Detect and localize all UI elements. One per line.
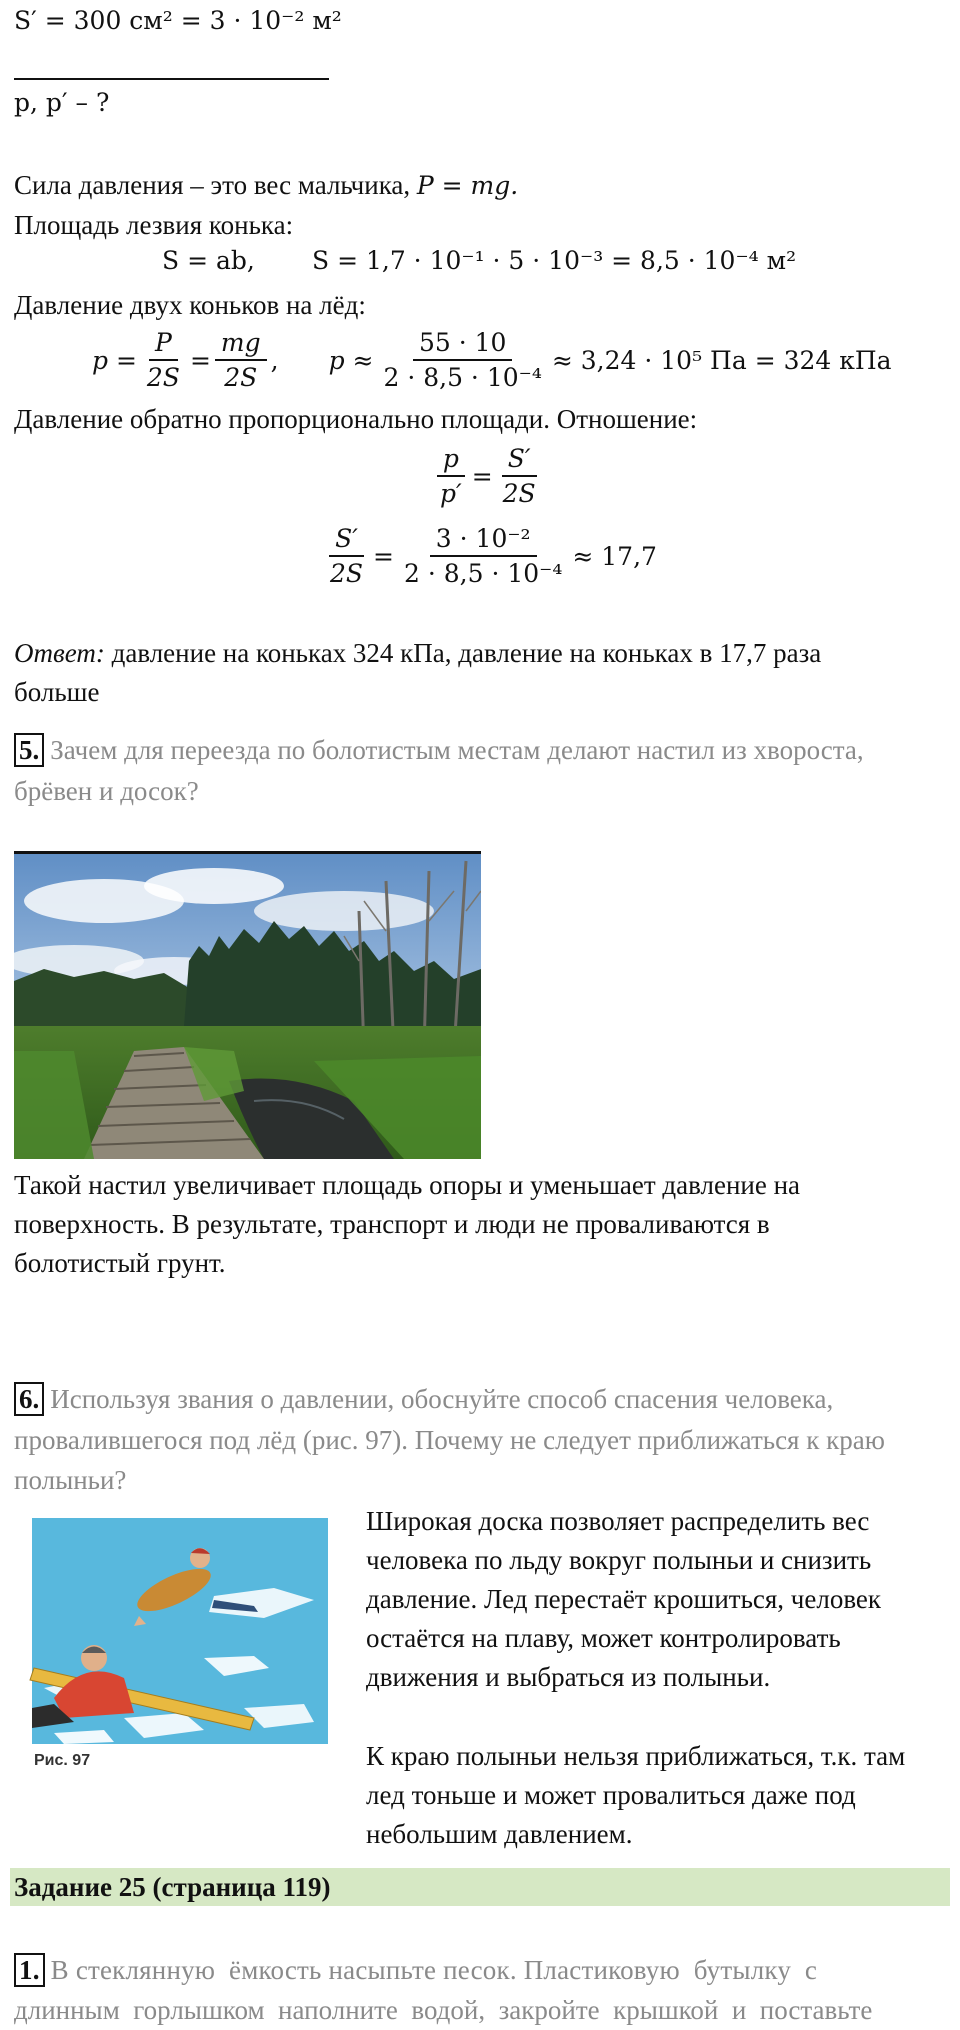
ratio2-fraction-1: $\frac{S'}{2S}$ — [330, 524, 364, 588]
task6-answer-line-4: остаётся на плаву, может контролировать — [366, 1623, 841, 1653]
answer-text-1: давление на коньках 324 кПа, давление на коньках в 17,7 раза — [111, 638, 822, 668]
task1-line-1 — [14, 1951, 817, 1990]
answer-line-1 — [14, 634, 821, 673]
task5-answer-line-3: болотистый грунт. — [14, 1248, 226, 1278]
task6-answer-line-5: движения и выбраться из полыньи. — [366, 1662, 771, 1692]
task6-answer-line-3: давление. Лед перестаёт крошиться, человек — [366, 1584, 882, 1614]
solution-line-ratio: Давление обратно пропорционально площади. Отношение: — [14, 404, 698, 434]
answer-label: Ответ: — [14, 638, 105, 668]
ratio-fraction-2: $\frac{S'}{2S}$ — [502, 444, 536, 508]
pressure-approx: p ≈ — [328, 345, 374, 375]
ice-rescue-figure — [14, 1508, 349, 1780]
area-formula-right: S = 1,7 · 10⁻¹ · 5 · 10⁻³ = 8,5 · 10⁻⁴ м² — [312, 246, 797, 275]
task6-answer-line-2: человека по льду вокруг полыньи и снизить — [366, 1545, 872, 1575]
ratio2-fraction-2: $\frac{\text{3 · 10⁻²}}{\text{2 · 8,5 · 10⁻⁴}}$ — [404, 524, 563, 588]
task1-line-2: длинным горлышком наполните водой, закройте крышкой и поставьте — [14, 1995, 873, 2025]
task5-question-1: Зачем для переезда по болотистым местам делают настил из хвороста, — [50, 735, 864, 765]
task6-question-line-3: полыньи? — [14, 1465, 127, 1495]
pressure-lhs: p = — [92, 345, 137, 375]
given-divider — [14, 78, 329, 80]
ratio-fraction-1: $\frac{p}{p'}$ — [434, 444, 468, 508]
section-title: Задание 25 (страница 119) — [14, 1872, 331, 1902]
task5-question-line-2: брёвен и досок? — [14, 776, 199, 806]
figure-caption: Рис. 97 — [34, 1752, 91, 1769]
task6-answer-line-6: К краю полыньи нельзя приближаться, т.к. там — [366, 1741, 906, 1771]
pressure-result: ≈ 3,24 · 10⁵ Па = 324 кПа — [551, 345, 892, 375]
task6-answer-line-1: Широкая доска позволяет распределить вес — [366, 1506, 870, 1536]
pressure-fraction-1: $\frac{P}{2S}$ — [146, 328, 180, 392]
section-banner — [10, 1868, 950, 1906]
task5-answer-line-1: Такой настил увеличивает площадь опоры и уменьшает давление на — [14, 1170, 801, 1200]
pressure-fraction-3: $\frac{55 \cdot 10}{\text{2 · 8,5 · 10⁻⁴}}$ — [383, 328, 542, 392]
ratio-formula-1: $\frac{p}{p'}$ = $\frac{S'}{2S}$ — [430, 438, 546, 514]
solution-line-pressure: Давление двух коньков на лёд: — [14, 290, 366, 320]
task6-question-line-1 — [14, 1380, 833, 1419]
pressure-formula: p = $\frac{P}{2S}$ = $\frac{mg}{2S}$ , p ≈ $\frac{55 \cdot 10}{\text{2 · 8,5 · 10⁻⁴}}$ ≈ 3,24 · 10⁵ Па = 324 кПа — [92, 328, 892, 392]
force-text: Сила давления – это вес мальчика, — [14, 170, 411, 200]
area-formula-left: S = ab, — [162, 246, 255, 275]
task5-answer-line-2: поверхность. В результате, транспорт и люди не проваливаются в — [14, 1209, 770, 1239]
answer-line-2: больше — [14, 677, 100, 707]
task5-number: 5. — [14, 733, 44, 767]
task6-question-1: Используя звания о давлении, обоснуйте способ спасения человека, — [50, 1384, 834, 1414]
given-area-prime: S′ = 300 см² = 3 · 10⁻² м² — [14, 6, 342, 35]
ratio2-result: ≈ 17,7 — [572, 541, 657, 571]
task1-number: 1. — [14, 1953, 45, 1987]
solution-line-area: Площадь лезвия конька: — [14, 210, 294, 240]
pressure-fraction-2: $\frac{mg}{2S}$ — [215, 328, 267, 392]
force-formula: P = mg. — [416, 171, 519, 200]
solution-line-force — [14, 166, 518, 205]
task6-answer-line-8: небольшим давлением. — [366, 1819, 633, 1849]
task1-text-1: В стеклянную ёмкость насыпьте песок. Пластиковую бутылку с — [50, 1955, 818, 1985]
task6-answer-line-7: лед тоньше и может провалиться даже под — [366, 1780, 856, 1810]
task5-question-line-1 — [14, 731, 864, 770]
task6-question-line-2: провалившегося под лёд (рис. 97). Почему не следует приближаться к краю — [14, 1425, 885, 1455]
swamp-boardwalk-image — [14, 851, 481, 1159]
task6-number: 6. — [14, 1382, 44, 1416]
ratio-formula-2: $\frac{S'}{2S}$ = $\frac{\text{3 · 10⁻²}}{\text{2 · 8,5 · 10⁻⁴}}$ ≈ 17,7 — [320, 518, 657, 594]
given-find: p, p′ – ? — [14, 88, 110, 117]
